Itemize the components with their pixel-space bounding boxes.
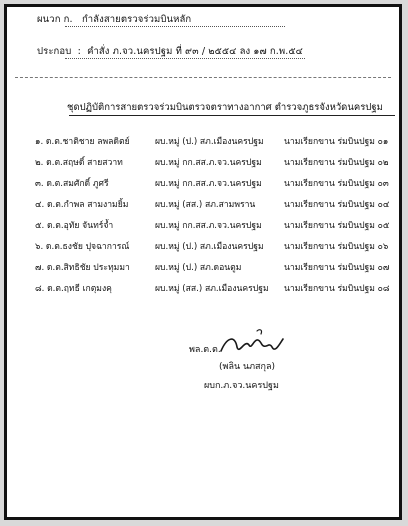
personnel-name: ๓. ด.ต.สมศักดิ์ ภูศรี <box>35 179 109 189</box>
subject-dotted-line <box>65 26 285 27</box>
personnel-position: ผบ.หมู่ (ป.) สภ.เมืองนครปฐม <box>155 137 264 147</box>
personnel-callsign: นามเรียกขาน ร่มบินปฐม ๐๑ <box>284 137 389 147</box>
list-item <box>35 239 395 260</box>
document-title-underline <box>69 115 395 116</box>
list-item <box>35 260 395 281</box>
personnel-callsign: นามเรียกขาน ร่มบินปฐม ๐๕ <box>284 221 390 231</box>
signatory-rank: พล.ต.ต. <box>189 345 221 355</box>
list-item <box>35 176 395 197</box>
list-item <box>35 134 395 155</box>
personnel-position: ผบ.หมู่ กก.สส.ภ.จว.นครปฐม <box>155 179 262 189</box>
personnel-callsign: นามเรียกขาน ร่มบินปฐม ๐๔ <box>284 200 390 210</box>
personnel-name: ๒. ด.ต.สฤษดิ์ สายสวาท <box>35 158 123 168</box>
personnel-name: ๘. ด.ต.ฤทธี เกตุมงคุ <box>35 284 112 294</box>
personnel-position: ผบ.หมู่ กก.สส.ภ.จว.นครปฐม <box>155 221 262 231</box>
personnel-callsign: นามเรียกขาน ร่มบินปฐม ๐๒ <box>284 158 389 168</box>
personnel-position: ผบ.หมู่ (สส.) สภ.สามพราน <box>155 200 256 210</box>
signatory-title: ผบก.ภ.จว.นครปฐม <box>204 381 279 391</box>
personnel-name: ๕. ด.ต.อุทัย จันทร์จ้ำ <box>35 221 114 231</box>
reference-dotted-line <box>65 58 305 59</box>
list-item <box>35 281 395 302</box>
personnel-name: ๔. ด.ต.กำพล สามงามยิ้ม <box>35 200 129 210</box>
personnel-name: ๗. ด.ต.สิทธิชัย ประทุมมา <box>35 263 130 273</box>
list-item <box>35 197 395 218</box>
reference-label: ประกอบ <box>37 46 72 57</box>
personnel-position: ผบ.หมู่ (ป.) สภ.เมืองนครปฐม <box>155 242 264 252</box>
personnel-position: ผบ.หมู่ กก.สส.ภ.จว.นครปฐม <box>155 158 262 168</box>
personnel-name: ๖. ด.ต.ธงชัย ปุจฉาการณ์ <box>35 242 130 252</box>
handwritten-signature <box>217 327 287 361</box>
personnel-position: ผบ.หมู่ (ป.) สภ.ดอนตูม <box>155 263 242 273</box>
subject-label: ผนวก ก. <box>37 14 73 25</box>
list-item <box>35 155 395 176</box>
subject-text: กำลังสายตรวจร่วมบินหลัก <box>82 14 192 25</box>
reference-text: คำสั่ง ภ.จว.นครปฐม ที่ ๙๓ / ๒๕๕๔ ลง ๑๗ ก.พ.๕๔ <box>87 46 303 57</box>
list-item <box>35 218 395 239</box>
personnel-callsign: นามเรียกขาน ร่มบินปฐม ๐๓ <box>284 179 389 189</box>
reference-line: ประกอบ : คำสั่ง ภ.จว.นครปฐม ที่ ๙๓ / ๒๕๕๔ ลง ๑๗ ก.พ.๕๔ <box>37 46 303 57</box>
personnel-position: ผบ.หมู่ (สส.) สภ.เมืองนครปฐม <box>155 284 269 294</box>
header-divider <box>15 77 391 78</box>
document-title: ชุดปฏิบัติการสายตรวจร่วมบินตรวจตราทางอากาศ ตำรวจภูธรจังหวัดนครปฐม <box>67 102 383 113</box>
personnel-list <box>35 134 395 302</box>
document-page <box>4 4 402 520</box>
signatory-name: (พลิน นภสกุล) <box>219 362 276 372</box>
personnel-callsign: นามเรียกขาน ร่มบินปฐม ๐๘ <box>284 284 390 294</box>
personnel-callsign: นามเรียกขาน ร่มบินปฐม ๐๗ <box>284 263 390 273</box>
subject-line <box>37 12 191 27</box>
personnel-name: ๑. ด.ต.ชาติชาย ลพลดิตย์ <box>35 137 130 147</box>
personnel-callsign: นามเรียกขาน ร่มบินปฐม ๐๖ <box>284 242 389 252</box>
